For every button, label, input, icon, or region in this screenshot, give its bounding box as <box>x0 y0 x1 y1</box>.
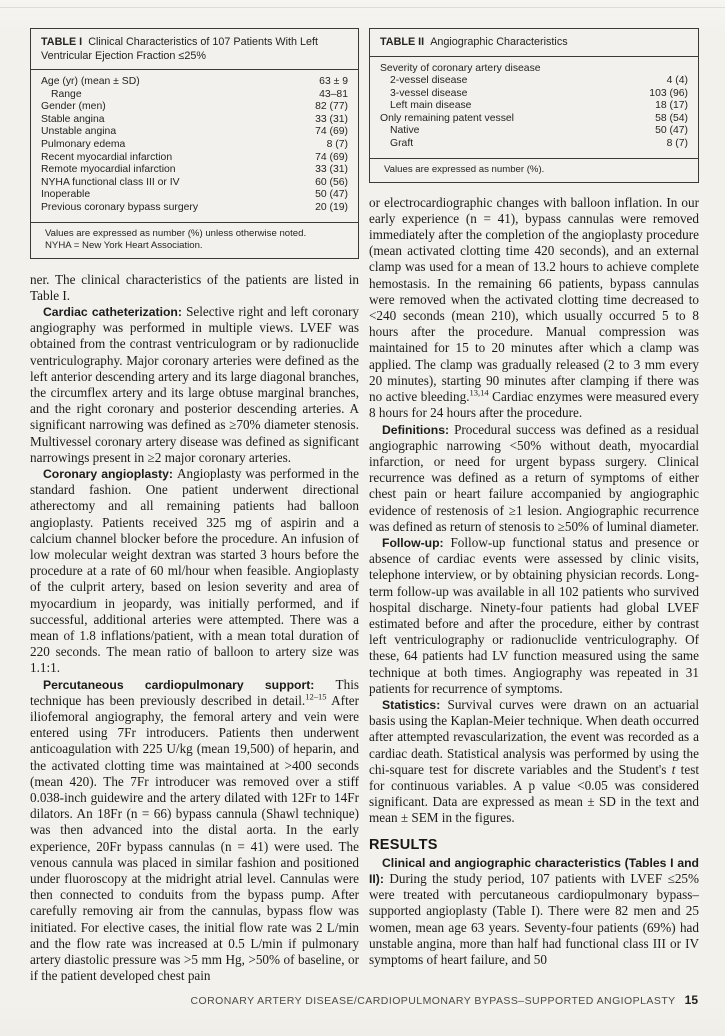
right-column <box>369 28 699 968</box>
paragraph-lead: Definitions: <box>382 422 455 437</box>
table-row <box>380 113 688 126</box>
paragraph <box>30 677 359 985</box>
table-2 <box>369 28 699 183</box>
paragraph <box>369 422 699 535</box>
table-footnote: Values are expressed as number (%) unless otherwise noted. <box>45 227 307 239</box>
text-run: Cardiac enzymes were measured every 8 hours for 24 hours after the procedure. <box>369 389 700 421</box>
table-row <box>380 100 688 113</box>
left-column <box>30 28 359 984</box>
text-run: During the study period, 107 patients with LVEF ≤25% were treated with percutaneous cardiopulmonary bypass–supported angioplasty (Table I). There were 82 men and 25 women, mean age 63 years. Seventy-four patients (69%) had unstable angina, more than half had functional class III or IV symptoms of heart failure, and 50 <box>369 870 699 967</box>
row-label: Recent myocardial infarction <box>41 151 173 163</box>
row-label: Age (yr) (mean ± SD) <box>41 76 140 87</box>
row-value: 18 (17) <box>655 100 688 112</box>
row-label: Range <box>51 88 82 100</box>
paragraph <box>30 466 359 677</box>
table-row <box>41 164 348 177</box>
table-1 <box>30 28 359 259</box>
table-row <box>41 89 348 102</box>
row-value: 63 ± 9 <box>319 76 348 87</box>
text-run: ner. The clinical characteristics of the patients are listed in Table I. <box>30 271 359 303</box>
citation-superscript: 13,14 <box>469 387 489 398</box>
row-label: Severity of coronary artery disease <box>380 62 541 74</box>
table-1-title: Clinical Characteristics of 107 Patients With Left Ventricular Ejection Fraction ≤25% <box>41 36 319 62</box>
row-value: 50 (47) <box>655 125 688 137</box>
table-row <box>41 189 348 202</box>
table-row <box>380 138 688 151</box>
table-row <box>41 152 348 165</box>
page-number: 15 <box>684 993 698 1007</box>
row-value: 60 (56) <box>315 176 348 188</box>
row-value: 74 (69) <box>315 151 348 163</box>
table-footnote: NYHA = New York Heart Association. <box>45 239 203 251</box>
paragraph <box>30 304 359 466</box>
row-value: 50 (47) <box>315 189 348 201</box>
paragraph <box>369 535 699 697</box>
row-label: 3-vessel disease <box>390 87 468 99</box>
table2-rows <box>370 57 698 159</box>
text-run: Selective right and left coronary angiography was performed in multiple views. LVEF was obtained from the contrast ventriculogram or by radionuclide ventriculography. Major coronary arteries were defined as the left anterior descending artery and its large diagonal branches, the circumflex artery and its large obtuse marginal branches, and the right coronary and posterior descending arteries. A significant narrowing was defined as ≥70% diameter stenosis. Multivessel coronary artery disease was defined as significant narrowings present in ≥2 major coronary arteries. <box>30 303 359 465</box>
paragraph-lead: Statistics: <box>382 697 448 712</box>
table-row <box>41 76 348 89</box>
row-label: Gender (men) <box>41 101 106 113</box>
row-label: 2-vessel disease <box>390 75 468 87</box>
paragraph <box>369 697 699 827</box>
text-run: Follow-up functional status and presence or absence of cardiac events were assessed by clinic visits, telephone interview, or by obtaining physician records. Long-term follow-up was available in all 102 patients who survived hospital discharge. Ninety-four patients had global LVEF estimated before and after the procedure, either by contrast left ventriculography or radionuclide ventriculography. Of these, 64 patients had LV function measured using the same technique at both times. Angiography was repeated in 31 patients for recurrence of symptoms. <box>369 534 699 696</box>
row-value: 74 (69) <box>315 126 348 138</box>
text-run: or electrocardiographic changes with balloon inflation. In our early experience (n = 41), bypass cannulas were removed immediately after the completion of the angioplasty procedure (mean activated clotting time 420 seconds), and an external clamp was used for a mean of 13.2 hours to achieve complete hemostasis. In the remaining 66 patients, bypass cannulas were removed when the activated clotting time decreased to <240 seconds (mean 210), which usually occurred 5 to 8 hours after the procedure. Manual compression was maintained for 15 to 20 minutes after which a clamp was applied. The clamp was gradually released (2 to 3 mm every 20 minutes), starting 90 minutes after clamping if there was no active bleeding. <box>369 194 699 405</box>
table-2-label: TABLE II <box>380 36 425 48</box>
row-value: 4 (4) <box>666 75 688 87</box>
table-row <box>41 114 348 127</box>
table-footnote: Values are expressed as number (%). <box>384 163 545 175</box>
row-value: 82 (77) <box>315 101 348 113</box>
table-1-label: TABLE I <box>41 36 83 48</box>
paragraph-lead: Percutaneous cardiopulmonary support: <box>43 677 336 692</box>
row-value: 8 (7) <box>326 138 348 150</box>
paragraph <box>30 272 359 304</box>
paragraph <box>369 195 699 422</box>
row-label: Only remaining patent vessel <box>380 112 514 124</box>
table-1-header <box>31 29 358 70</box>
running-title: CORONARY ARTERY DISEASE/CARDIOPULMONARY BYPASS–SUPPORTED ANGIOPLASTY <box>190 995 676 1007</box>
table1-footnotes <box>31 223 358 258</box>
table-row <box>41 177 348 190</box>
citation-superscript: 12–15 <box>305 691 327 702</box>
row-value: 33 (31) <box>315 113 348 125</box>
table-2-header <box>370 29 698 57</box>
table-row <box>41 126 348 139</box>
table-2-title: Angiographic Characteristics <box>430 36 568 48</box>
table-row <box>41 101 348 114</box>
text-run: Angioplasty was performed in the standard fashion. One patient underwent directional atherectomy and all remaining patients had balloon angioplasty. Patients received 325 mg of aspirin and a calcium channel blocker before the procedure. An infusion of low molecular weight dextran was started 3 hours before the procedure at a rate of 60 ml/hour when feasible. Angioplasty of the culprit artery, based on lesion severity and area of myocardium in jeopardy, was initially performed, and if successful, additional arteries were attempted. There was a mean of 1.8 inflations/patient, with a mean total duration of 220 seconds. The mean ratio of balloon to artery size was 1.1:1. <box>30 465 359 676</box>
row-label: Unstable angina <box>41 126 117 138</box>
row-label: Native <box>390 125 420 137</box>
paragraph-lead: Cardiac catheterization: <box>43 304 187 319</box>
row-label: Left main disease <box>390 100 472 112</box>
section-heading: RESULTS <box>369 836 438 853</box>
row-value: 43–81 <box>319 88 348 100</box>
table1-rows <box>31 70 358 223</box>
row-value: 33 (31) <box>315 164 348 176</box>
table-row <box>380 88 688 101</box>
row-value: 20 (19) <box>315 201 348 213</box>
table-row <box>380 75 688 88</box>
text-run: test for continuous variables. A p value <0.05 was considered significant. Data are expressed as mean ± SD in the text and mean ± SEM in the figures. <box>369 761 699 826</box>
col-left-text <box>30 272 359 985</box>
row-label: Pulmonary edema <box>41 138 126 150</box>
text-run: This technique has been previously described in detail. <box>30 676 359 708</box>
paragraph <box>369 855 699 968</box>
row-label: NYHA functional class III or IV <box>41 176 180 188</box>
row-value: 8 (7) <box>666 138 688 150</box>
text-run: Survival curves were drawn on an actuarial basis using the Kaplan-Meier technique. When death occurred after attempted revascularization, the event was recorded as a cardiac death. Statistical analysis was performed by using the chi-square test for discrete variables and the Student's <box>369 696 699 777</box>
row-label: Graft <box>390 138 414 150</box>
row-label: Stable angina <box>41 113 105 125</box>
table-row <box>380 125 688 138</box>
running-footer <box>0 993 698 1007</box>
table-row <box>380 63 688 76</box>
row-label: Previous coronary bypass surgery <box>41 201 199 213</box>
text-run: Procedural success was defined as a residual angiographic narrowing <50% without death, myocardial infarction, or need for urgent bypass surgery. Clinical recurrence was defined as a return of symptoms of either chest pain or heart failure accompanied by angiographic evidence of restenosis of ≥1 lesion. Angiographic recurrence was defined as return of stenosis to ≥50% of luminal diameter. <box>369 421 699 534</box>
paragraph-lead: Coronary angioplasty: <box>43 466 177 481</box>
col-right-text <box>369 195 699 969</box>
paragraph-lead: Clinical and angiographic characteristics (Tables I and II): <box>369 855 699 886</box>
paragraph-lead: Follow-up: <box>382 535 451 550</box>
table-row <box>41 202 348 215</box>
row-label: Remote myocardial infarction <box>41 164 176 176</box>
table-row <box>41 139 348 152</box>
row-value: 103 (96) <box>649 87 688 99</box>
row-value: 58 (54) <box>655 112 688 124</box>
table2-footnotes <box>370 159 698 182</box>
row-label: Inoperable <box>41 189 91 201</box>
italic-text: t <box>671 761 676 777</box>
text-run: After iliofemoral angiography, the femoral artery and vein were entered using 7Fr introducers. Patients then underwent anticoagulation with 225 U/kg (mean 19,500) of heparin, and the activated clotting time was maintained at >400 seconds (mean 420). The 7Fr introducer was removed over a stiff 0.038-inch guidewire and the artery dilated with 12Fr to 14Fr dilators. An 18Fr (n = 66) bypass cannula (Shawl technique) was then advanced into the distal aorta. In the early experience, 20Fr bypass cannulas (n = 41) were used. The venous cannula was placed in similar fashion and positioned under fluoroscopy at the midright atrial level. Cannulas were then connected to conduits from the bypass pump. After carefully removing air from the cannulas, bypass flow was initiated. For elective cases, the initial flow rate was 2 L/min and the flow rate was increased at 0.5 L/min if pulmonary artery diastolic pressure was >5 mm Hg, >50% of baseline, or if the patient developed chest pain <box>30 692 359 984</box>
